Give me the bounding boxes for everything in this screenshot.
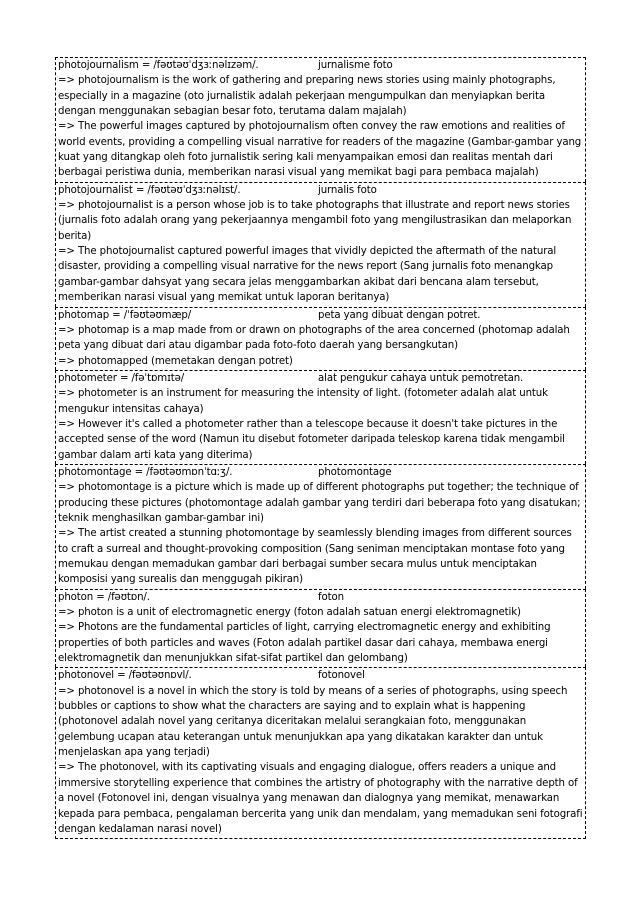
entry-term: photomontage = /fəʊtəʊmɒnˈtɑːʒ/.: [58, 466, 233, 478]
entry-translation: alat pengukur cahaya untuk pemotretan.: [318, 372, 524, 384]
entry-header: [58, 465, 583, 480]
entry-header: [58, 308, 583, 323]
entry-header: [58, 371, 583, 386]
entry-translation: foton: [318, 591, 344, 603]
entry-example: => However it's called a photometer rather than a telescope because it doesn't take pictures in the accepted sense of the word (Namun itu disebut fotometer daripada teleskop karena tidak mengambil gambar dalam arti kata yang diterima): [58, 418, 565, 461]
entry-translation: fotonovel: [318, 670, 365, 682]
entry-photojournalism: [55, 57, 586, 182]
entry-photomontage: [55, 464, 586, 589]
entry-definition: => photojournalism is the work of gathering and preparing news stories using mainly photographs, especially in a magazine (oto jurnalistik adalah pekerjaan mengumpulkan dan menyiapkan berita dengan menggunakan sebagian besar foto, terutama dalam majalah): [58, 75, 556, 118]
entry-translation: jurnalisme foto: [318, 60, 393, 71]
entry-definition: => photojournalist is a person whose job is to take photographs that illustrate and report news stories (jurnalis foto adalah orang yang pekerjaannya mengambil foto yang mengilustrasikan dan melaporkan berita): [58, 200, 572, 242]
entry-photometer: [55, 370, 586, 464]
glossary-table: [55, 57, 586, 839]
entry-term: photonovel = /fəʊtəʊnɒvl/.: [58, 670, 192, 682]
entry-translation: peta yang dibuat dengan potret.: [318, 309, 481, 321]
entry-example: => Photons are the fundamental particles of light, carrying electromagnetic energy and exhibiting properties of both particles and waves (Foton adalah partikel dasar dari cahaya, membawa energi elektromagnetik dan menunjukkan sifat-sifat partikel dan gelombang): [58, 622, 551, 665]
entry-header: [58, 58, 583, 73]
entry-term: photojournalist = /fəʊtəʊˈdʒɜːnəlɪst/.: [58, 184, 241, 196]
entry-translation: jurnalis foto: [318, 184, 377, 196]
entry-term: photon = /fəʊtɒn/.: [58, 591, 150, 603]
entry-photonovel: [55, 667, 586, 839]
entry-header: [58, 668, 583, 683]
entry-photomap: [55, 307, 586, 370]
entry-example: => The photonovel, with its captivating visuals and engaging dialogue, offers readers a unique and immersive storytelling experience that combines the artistry of photography with the narrative depth of a novel (Fotonovel ini, dengan visualnya yang menawan dan dialognya yang memikat, menawarkan kepada para pembaca, pengalaman bercerita yang unik dan mendalam, yang memadukan seni fotografi dengan kedalaman narasi novel): [58, 762, 583, 835]
entry-example: => The artist created a stunning photomontage by seamlessly blending images from different sources to craft a surreal and thought-provoking composition (Sang seniman menciptakan montase foto yang memukau dengan memadukan gambar dari berbagai sumber secara mulus untuk menciptakan komposisi yang surealis dan menggugah pikiran): [58, 528, 572, 586]
entry-header: [58, 183, 583, 198]
entry-definition: => photomap is a map made from or drawn on photographs of the area concerned (photomap adalah peta yang dibuat dari atau digambar pada foto-foto daerah yang bersangkutan): [58, 324, 570, 352]
entry-definition: => photometer is an instrument for measuring the intensity of light. (fotometer adalah alat untuk mengukur intensitas cahaya): [58, 388, 548, 415]
entry-definition: => photonovel is a novel in which the story is told by means of a series of photographs, using speech bubbles or captions to show what the characters are saying and to explain what is happening (photonovel adalah novel yang ceritanya diceritakan melalui serangkaian foto, menggunakan gelembung ucapan atau keterangan untuk menunjukkan apa yang dikatakan karakter dan untuk menjelaskan apa yang terjadi): [58, 685, 568, 759]
entry-photon: [55, 589, 586, 668]
entry-term: photomap = /ˈfəʊtəʊmæp/: [58, 309, 192, 321]
entry-photojournalist: [55, 182, 586, 307]
entry-header: [58, 590, 583, 605]
entry-definition: => photon is a unit of electromagnetic energy (foton adalah satuan energi elektromagnetik): [58, 607, 521, 619]
entry-example: => The powerful images captured by photojournalism often convey the raw emotions and realities of world events, providing a compelling visual narrative for readers of the magazine (Gambar-gambar yang kuat yang ditangkap oleh foto jurnalistik sering kali menyampaikan emosi dan realitas mentah dari berbagai peristiwa dunia, memberikan narasi visual yang memikat bagi para pembaca majalah): [58, 121, 582, 179]
entry-definition: => photomontage is a picture which is made up of different photographs put together; the technique of producing these pictures (photomontage adalah gambar yang terdiri dari beberapa foto yang disatukan; teknik menghasilkan gambar-gambar ini): [58, 482, 581, 524]
entry-term: photojournalism = /fəʊtəʊˈdʒɜːnəlɪzəm/.: [58, 60, 259, 71]
entry-example: => The photojournalist captured powerful images that vividly depicted the aftermath of the natural disaster, providing a compelling visual narrative for the news report (Sang jurnalis foto menangkap gambar-gambar dahsyat yang secara jelas menggambarkan akibat dari bencana alam tersebut, memberikan narasi visual yang memikat untuk laporan beritanya): [58, 246, 557, 304]
entry-term: photometer = /fəˈtɒmɪtə/: [58, 372, 185, 384]
entry-example: => photomapped (memetakan dengan potret): [58, 355, 293, 367]
entry-translation: photomontage: [318, 466, 392, 478]
